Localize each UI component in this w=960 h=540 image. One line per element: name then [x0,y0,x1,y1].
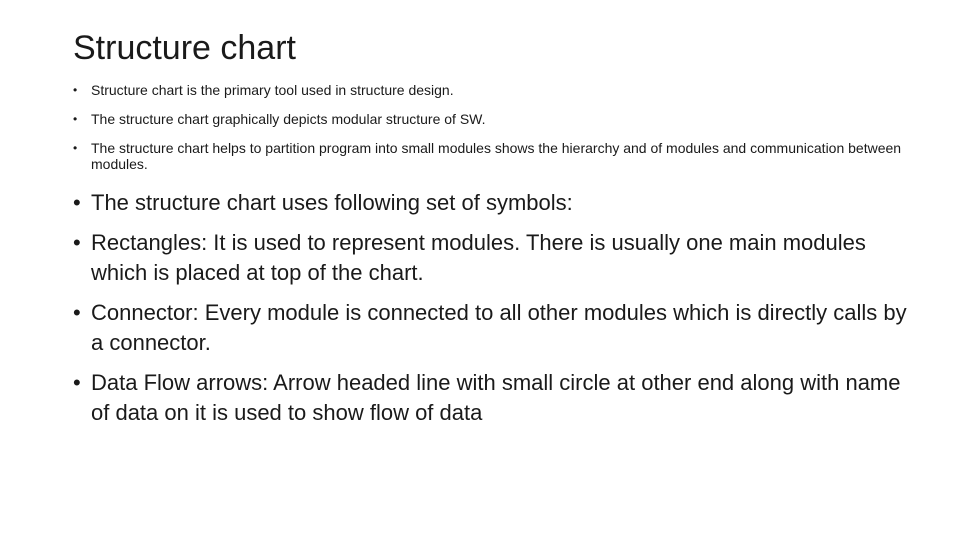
bullet-icon: • [73,190,81,215]
large-bullet-item [73,228,913,288]
large-bullet-item [73,298,913,358]
small-bullet-text: The structure chart graphically depicts modular structure of SW. [91,111,486,127]
bullet-icon: • [73,230,81,255]
large-bullet-text: Data Flow arrows: Arrow headed line with small circle at other end along with name of data on it is used to show flow of data [91,370,901,425]
bullet-icon: • [73,370,81,395]
large-bullet-text: Connector: Every module is connected to all other modules which is directly calls by a connector. [91,300,907,355]
bullet-icon: • [73,141,78,155]
large-bullet-item [73,188,913,218]
small-bullet-item [73,111,903,127]
large-bullet-text: The structure chart uses following set of symbols: [91,190,573,215]
small-bullet-text: The structure chart helps to partition program into small modules shows the hierarchy and of modules and communication between modules. [91,140,902,172]
bullet-icon: • [73,112,78,126]
small-bullet-item [73,82,903,98]
large-bullet-list [73,188,913,438]
small-bullet-list [73,82,903,185]
large-bullet-item [73,368,913,428]
bullet-icon: • [73,300,81,325]
small-bullet-text: Structure chart is the primary tool used in structure design. [91,82,454,98]
bullet-icon: • [73,83,78,97]
slide-title: Structure chart [73,29,296,67]
large-bullet-text: Rectangles: It is used to represent modules. There is usually one main modules which is placed at top of the chart. [91,230,866,285]
small-bullet-item [73,140,903,172]
